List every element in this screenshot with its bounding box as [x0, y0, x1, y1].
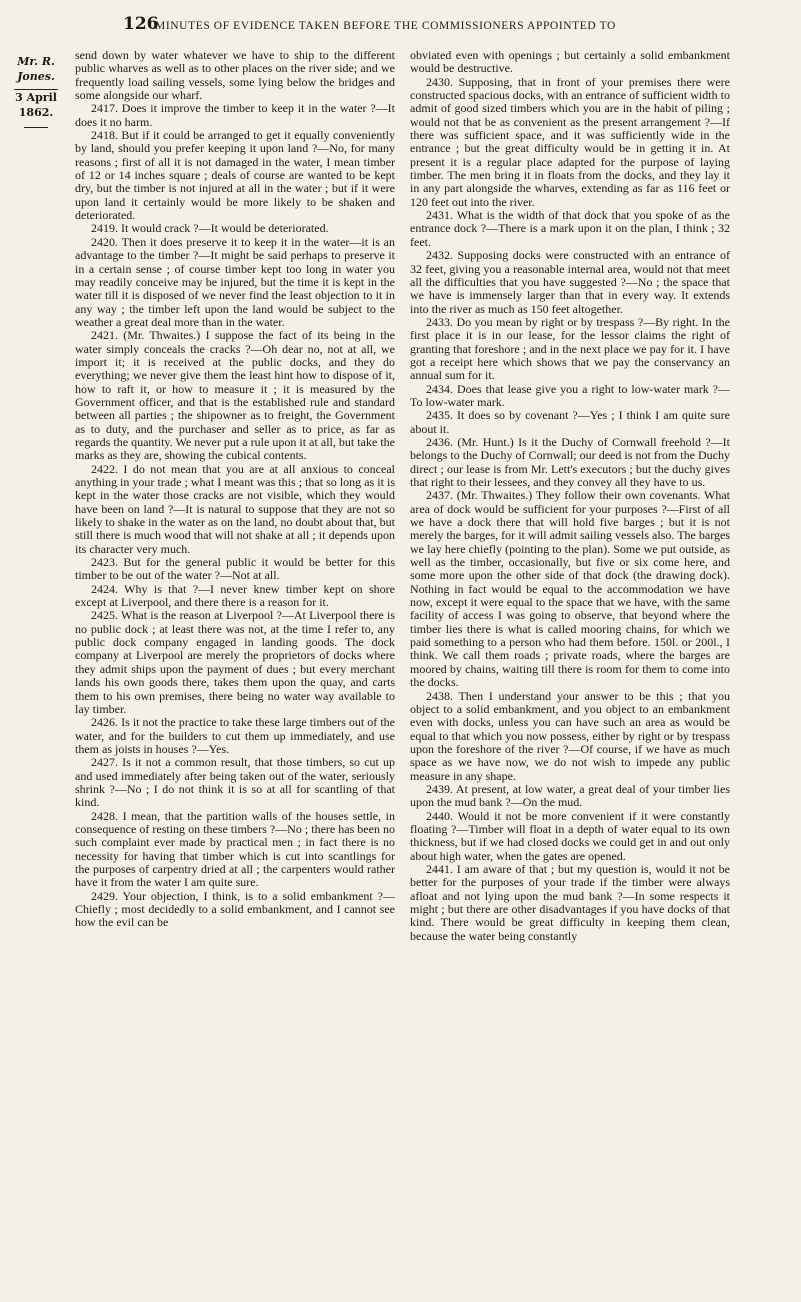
page-header — [0, 10, 801, 40]
paragraph: 2431. What is the width of that dock that you spoke of as the entrance dock ?—There is a mark upon it on the plan, I think ; 32 feet. — [410, 208, 730, 249]
paragraph: 2426. Is it not the practice to take these large timbers out of the water, and for the builders to cut them up immediately, and use them as joists in houses ?—Yes. — [75, 715, 395, 756]
paragraph: 2420. Then it does preserve it to keep it in the water—it is an advantage to the timber ?—It might be said perhaps to preserve it in a certain sense ; of course timber kept too long in water you may readily conceive may be injured, but the time it is kept in the water till it is disposed of we never find the least objection to it in any way ; the timber left upon the land would be subject to the weather a great deal more than in the water. — [75, 234, 395, 329]
paragraph: 2424. Why is that ?—I never knew timber kept on shore except at Liverpool, and there there is a reason for it. — [75, 581, 395, 610]
paragraph: 2439. At present, at low water, a great deal of your timber lies upon the mud bank ?—On the mud. — [410, 781, 730, 810]
paragraph: 2428. I mean, that the partition walls of the houses settle, in consequence of resting on these timbers ?—No ; there has been no such complaint ever made by practical men ; in fact there is no necessity for having that timber which is cut into scantlings for the purposes of carpentry dried at all ; the carpenters would rather have it from the water I am quite sure. — [75, 808, 395, 890]
witness-name: Mr. R. Jones. — [17, 55, 55, 83]
margin-divider-short — [24, 127, 48, 128]
paragraph: send down by water whatever we have to ship to the different public wharves as well as to other places on the river side; and we frequently load sailing vessels, some lying below the bridges and some alongside our wharf. — [75, 49, 395, 103]
paragraph: 2434. Does that lease give you a right to low-water mark ?—To low-water mark. — [410, 381, 730, 409]
paragraph: 2417. Does it improve the timber to keep it in the water ?—It does it no harm. — [75, 101, 395, 129]
paragraph: 2433. Do you mean by right or by trespass ?—By right. In the first place it is in our lease, for the lessor claims the right of granting that foreshore ; and in the next place we pay for it. I have got a receipt here which shows that we pay the conservancy an annual sum for it. — [410, 314, 730, 383]
right-column — [410, 49, 730, 1295]
paragraph: obviated even with openings ; but certainly a solid embankment would be destructive. — [410, 49, 730, 76]
paragraph: 2430. Supposing, that in front of your premises there were constructed spacious docks, with an entrance of sufficient width to admit of good sized timbers which you are in the habit of piling ; would not that be as convenient as the present arrangement ?—If there was sufficient space, and it was sufficiently wide in the entrance ; but the great difficulty would be in getting it in. At present it is a regular place adapted for the purpose of laying timber. The men bring it in floats from the docks, and they lay it in any part alongside the wharves, extending as far as 116 feet or 120 feet out into the river. — [410, 74, 730, 209]
paragraph: 2441. I am aware of that ; but my question is, would it not be better for the purposes of your trade if the timber were always afloat and not lying upon the mud bank ?—In some respects it might ; but there are other disadvantages if you have docks of that kind. There would be great difficulty in keeping them clean, because the water being constantly — [410, 861, 730, 943]
paragraph: 2438. Then I understand your answer to be this ; that you object to a solid embankment, and you object to an embankment even with docks, unless you can have such an area as would be equal to that which you now possess, either by right or by trespass upon the foreshore of the river ?—Of course, if we have as much space as we have now, we do not wish to impede any public measure in any shape. — [410, 688, 730, 783]
paragraph: 2418. But if it could be arranged to get it equally conveniently by land, should you prefer keeping it upon land ?—No, for many reasons ; first of all it is not damaged in the water, I mean timber of 12 or 14 inches square ; deals of course are wanted to be kept dry, but the timber is not injured at all in the water ; but if it were upon land it certainly would be more likely to be shaken and deteriorated. — [75, 128, 395, 223]
paragraph: 2421. (Mr. Thwaites.) I suppose the fact of its being in the water simply conceals the cracks ?—Oh dear no, not at all, we import it; it is received at the public docks, and they do everything; we never give them the least hint how to dispose of it, how to raft it, or how to measure it ; it is measured by the Government officer, and that is the established rule and standard between all parties ; the shipowner as to freight, the Government as to duty, and the purchaser and seller as to price, as far as regards the quantity. We never put a rule upon it at all, but take the marks as they are, showing the cubical contents. — [75, 328, 395, 463]
margin-notes — [4, 54, 68, 128]
paragraph: 2423. But for the general public it would be better for this timber to be out of the water ?—Not at all. — [75, 555, 395, 583]
paragraph: 2422. I do not mean that you are at all anxious to conceal anything in your trade ; what I meant was this ; that so long as it is kept in the water those cracks are not visible, which they would have been on land ?—It is natural to suppose that they are not so likely to shake in the water as on the land, no doubt about that, but still there is much wood that will not shake at all ; it depends upon its character very much. — [75, 461, 395, 556]
paragraph: 2435. It does so by covenant ?—Yes ; I think I am quite sure about it. — [410, 408, 730, 436]
left-column — [75, 49, 395, 1295]
paragraph: 2436. (Mr. Hunt.) Is it the Duchy of Cornwall freehold ?—It belongs to the Duchy of Cornwall; our deed is not from the Duchy direct ; our lease is from Mr. Lett's executors ; but the duchy gives that right to their lessees, and they convey all they have to us. — [410, 434, 730, 489]
paragraph: 2432. Supposing docks were constructed with an entrance of 32 feet, giving you a reasonable internal area, would not that meet all the difficulties that you have suggested ?—No ; the space that we have is immensely larger than that in every way. It extends into the river as much as 150 feet altogether. — [410, 248, 730, 316]
paragraph: 2419. It would crack ?—It would be deteriorated. — [91, 221, 329, 236]
paragraph: 2427. Is it not a common result, that those timbers, so cut up and used immediately after being taken out of the water, seriously shrink ?—No ; I do not think it is so at all for scantling of that kind. — [75, 755, 395, 810]
page-number: 126 — [123, 14, 159, 34]
session-date: 3 April 1862. — [15, 91, 57, 119]
paragraph: 2437. (Mr. Thwaites.) They follow their own covenants. What area of dock would be sufficient for your purposes ?—First of all we have a dock there that will hold five barges ; but it is not merely the barges, for it will admit sailing vessels also. The barges we lay here chiefly (pointing to the plan). Some we put outside, as well as the timber, occasionally, but five or six come here, and some more upon the other side of that dock (the drawing dock). Nothing in fact would be equal to the accommodation we have now, except it were equal to the space that we have, with the same facility of access I was going to observe, that beyond where the timber lies there is what is called mooring chains, for which we paid something to a person who had them before. 150l. or 200l., I think. We call them roads ; private roads, where the barges are moored by chains, waiting till there is room for them to come into the docks. — [410, 488, 730, 690]
running-head: MINUTES OF EVIDENCE TAKEN BEFORE THE COMMISSIONERS APPOINTED TO — [155, 20, 616, 32]
paragraph: 2425. What is the reason at Liverpool ?—At Liverpool there is no public dock ; at least there was not, at the time I refer to, any public dock company engaged in landing goods. The dock company at Liverpool are merely the proprietors of docks where they admit ships upon the payment of dues ; but every merchant lands his own goods there, takes them upon the quay, and carts them to his own premises, there being no water way available to lay timber. — [75, 608, 395, 716]
paragraph: 2429. Your objection, I think, is to a solid embankment ?—Chiefly ; most decidedly to a solid embankment, and I cannot see how the evil can be — [75, 888, 395, 930]
paragraph: 2440. Would it not be more convenient if it were constantly floating ?—Timber will float in a depth of water equal to its own thickness, but if we had closed docks we could get in and out only about high water, when the gates are opened. — [410, 808, 730, 863]
